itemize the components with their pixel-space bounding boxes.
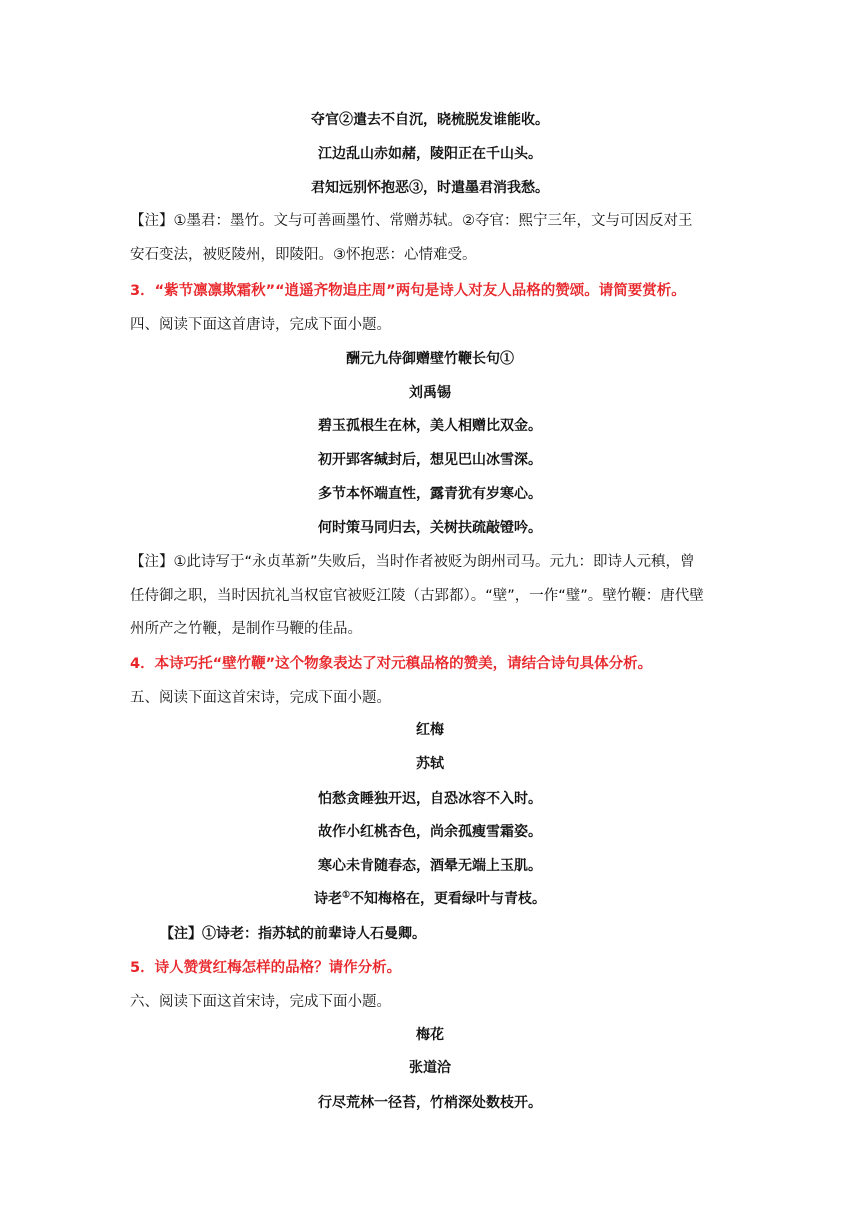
poem-title: 酬元九侍御赠壁竹鞭长句① — [346, 351, 514, 367]
poem-title: 梅花 — [416, 1027, 444, 1043]
poem-line — [130, 889, 730, 909]
poem-author: 刘禹锡 — [409, 385, 451, 401]
question-4: 4．本诗巧托“壁竹鞭”这个物象表达了对元稹品格的赞美，请结合诗句具体分析。 — [130, 656, 653, 672]
poem-line-end: 不知梅格在，更看绿叶与青枝。 — [350, 891, 547, 907]
poem-line-start: 诗老 — [313, 891, 342, 907]
note-line: 【注】①此诗写于“永贞革新”失败后，当时作者被贬为朗州司马。元九：即诗人元稹，曾 — [130, 554, 695, 570]
note-line: 【注】①墨君：墨竹。文与可善画墨竹、常赠苏轼。②夺官：熙宁三年，文与可因反对王 — [130, 213, 693, 229]
note-line: 安石变法，被贬陵州，即陵阳。③怀抱恶：心情难受。 — [130, 247, 477, 263]
section-heading: 五、阅读下面这首宋诗，完成下面小题。 — [130, 690, 391, 706]
poem-line: 故作小红桃杏色，尚余孤瘦雪霜姿。 — [318, 824, 542, 840]
footnote-marker: ① — [341, 890, 351, 901]
poem-line: 君知远别怀抱恶③，时遣墨君消我愁。 — [311, 180, 549, 196]
note-line: 州所产之竹鞭，是制作马鞭的佳品。 — [130, 621, 362, 637]
poem-author: 张道洽 — [409, 1060, 451, 1076]
note-line: 【注】①诗老：指苏轼的前辈诗人石曼卿。 — [160, 926, 426, 942]
poem-line: 行尽荒林一径苔，竹梢深处数枝开。 — [318, 1095, 542, 1111]
poem-line: 寒心未肯随春态，酒晕无端上玉肌。 — [318, 858, 542, 874]
question-3: 3．“紫节凛凛欺霜秋”“逍遥齐物追庄周”两句是诗人对友人品格的赞颂。请简要赏析。 — [130, 283, 686, 299]
poem-line: 碧玉孤根生在林，美人相赠比双金。 — [318, 418, 542, 434]
poem-title: 红梅 — [416, 722, 444, 738]
poem-line: 何时策马同归去，关树扶疏敲镫吟。 — [318, 520, 542, 536]
section-heading: 六、阅读下面这首宋诗，完成下面小题。 — [130, 994, 391, 1010]
poem-line: 夺官②遣去不自沉，晓梳脱发谁能收。 — [311, 112, 549, 128]
question-5: 5．诗人赞赏红梅怎样的品格？请作分析。 — [130, 960, 402, 976]
section-heading: 四、阅读下面这首唐诗，完成下面小题。 — [130, 317, 391, 333]
poem-author: 苏轼 — [416, 756, 444, 772]
poem-line: 怕愁贪睡独开迟，自恐冰容不入时。 — [318, 791, 542, 807]
note-line: 任侍御之职，当时因抗礼当权宦官被贬江陵（古郢都）。“壁”，一作“璧”。壁竹鞭：唐代壁 — [130, 588, 704, 604]
poem-line: 江边乱山赤如赭，陵阳正在千山头。 — [318, 146, 542, 162]
poem-line: 初开郢客缄封后，想见巴山冰雪深。 — [318, 452, 542, 468]
poem-line: 多节本怀端直性，露青犹有岁寒心。 — [318, 486, 542, 502]
